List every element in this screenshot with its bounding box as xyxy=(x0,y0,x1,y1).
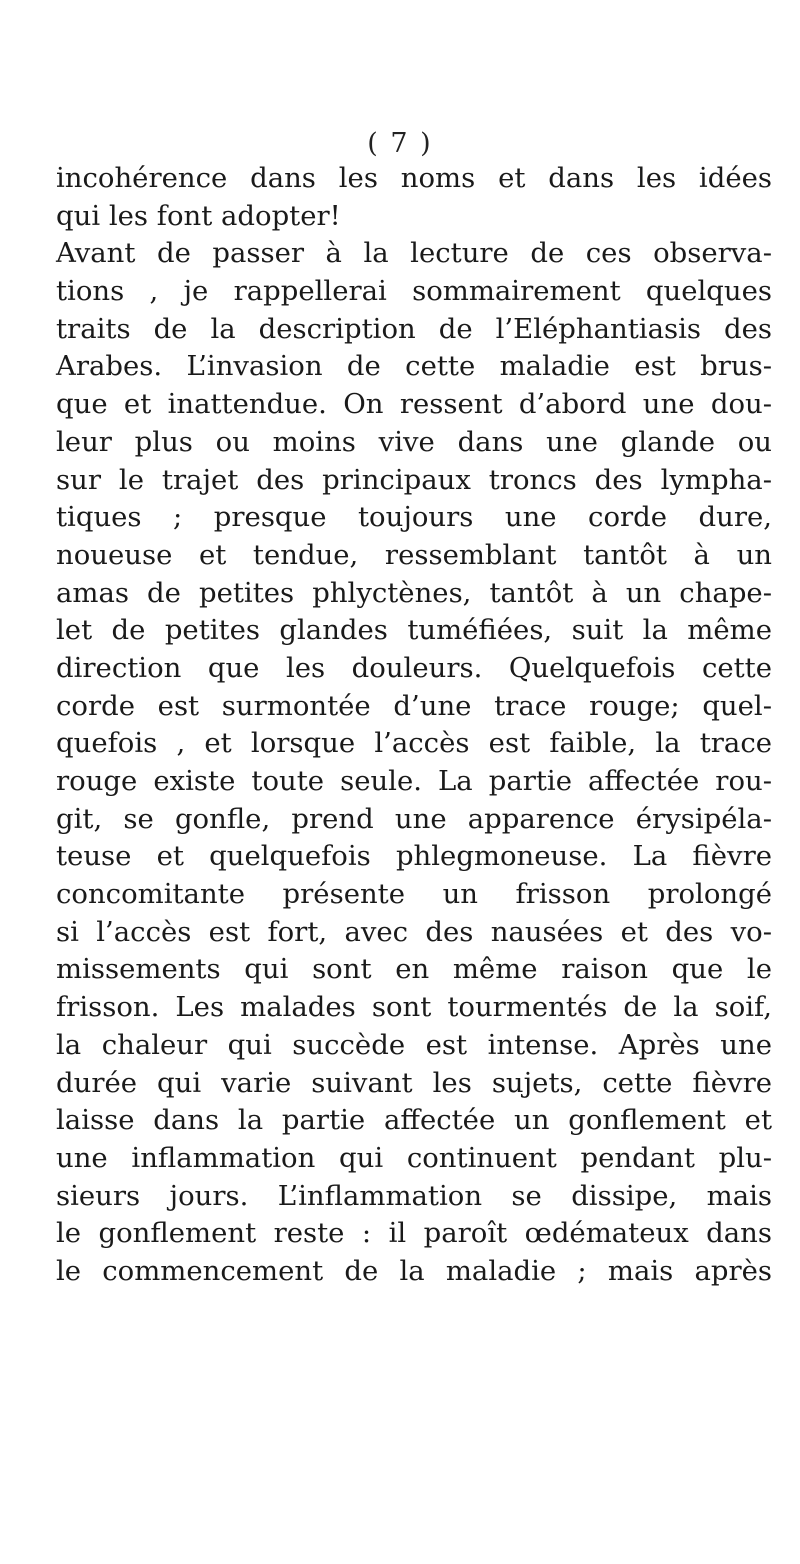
text-line: que et inattendue. On ressent d’abord une dou- xyxy=(56,388,772,421)
text-line: leur plus ou moins vive dans une glande ou xyxy=(56,425,772,458)
text-line: le gonflement reste : il paroît œdémateux dans xyxy=(56,1217,772,1250)
text-line: Arabes. L’invasion de cette maladie est brus- xyxy=(56,350,772,383)
text-line: let de petites glandes tuméfiées, suit la même xyxy=(56,614,772,647)
text-line: tiques ; presque toujours une corde dure, xyxy=(56,501,772,534)
text-line: tions , je rappellerai sommairement quelques xyxy=(56,275,772,308)
text-line: noueuse et tendue, ressemblant tantôt à un xyxy=(56,538,772,571)
text-line: incohérence dans les noms et dans les idées xyxy=(56,162,772,194)
text-line: si l’accès est fort, avec des nausées et des vo- xyxy=(56,915,772,948)
text-line: teuse et quelquefois phlegmoneuse. La fièvre xyxy=(56,840,772,873)
text-line: concomitante présente un frisson prolongé xyxy=(56,878,772,911)
text-line: une inflammation qui continuent pendant plu- xyxy=(56,1141,772,1174)
text-line: amas de petites phlyctènes, tantôt à un chape- xyxy=(56,576,772,609)
body-text xyxy=(56,160,772,1291)
text-line: frisson. Les malades sont tourmentés de la soif, xyxy=(56,991,772,1024)
text-line: traits de la description de l’Eléphantiasis des xyxy=(56,312,772,345)
page-number: ( 7 ) xyxy=(367,128,433,159)
text-line: corde est surmontée d’une trace rouge; quel- xyxy=(56,689,772,722)
text-line: le commencement de la maladie ; mais après xyxy=(56,1254,772,1287)
text-line: rouge existe toute seule. La partie affectée rou- xyxy=(56,765,772,797)
text-line: qui les font adopter! xyxy=(56,199,341,232)
text-line: git, se gonfle, prend une apparence érysipéla- xyxy=(56,802,772,835)
text-line: quefois , et lorsque l’accès est faible, la trace xyxy=(56,727,772,760)
text-line: direction que les douleurs. Quelquefois cette xyxy=(56,651,772,684)
text-line: durée qui varie suivant les sujets, cette fièvre xyxy=(56,1066,772,1099)
text-line: missements qui sont en même raison que le xyxy=(56,953,772,986)
text-line: sur le trajet des principaux troncs des lympha- xyxy=(56,463,772,496)
text-line: sieurs jours. L’inflammation se dissipe, mais xyxy=(56,1179,772,1212)
text-line: Avant de passer à la lecture de ces observa- xyxy=(56,237,772,270)
text-line: laisse dans la partie affectée un gonflement et xyxy=(56,1104,772,1137)
text-line: la chaleur qui succède est intense. Après une xyxy=(56,1028,772,1061)
